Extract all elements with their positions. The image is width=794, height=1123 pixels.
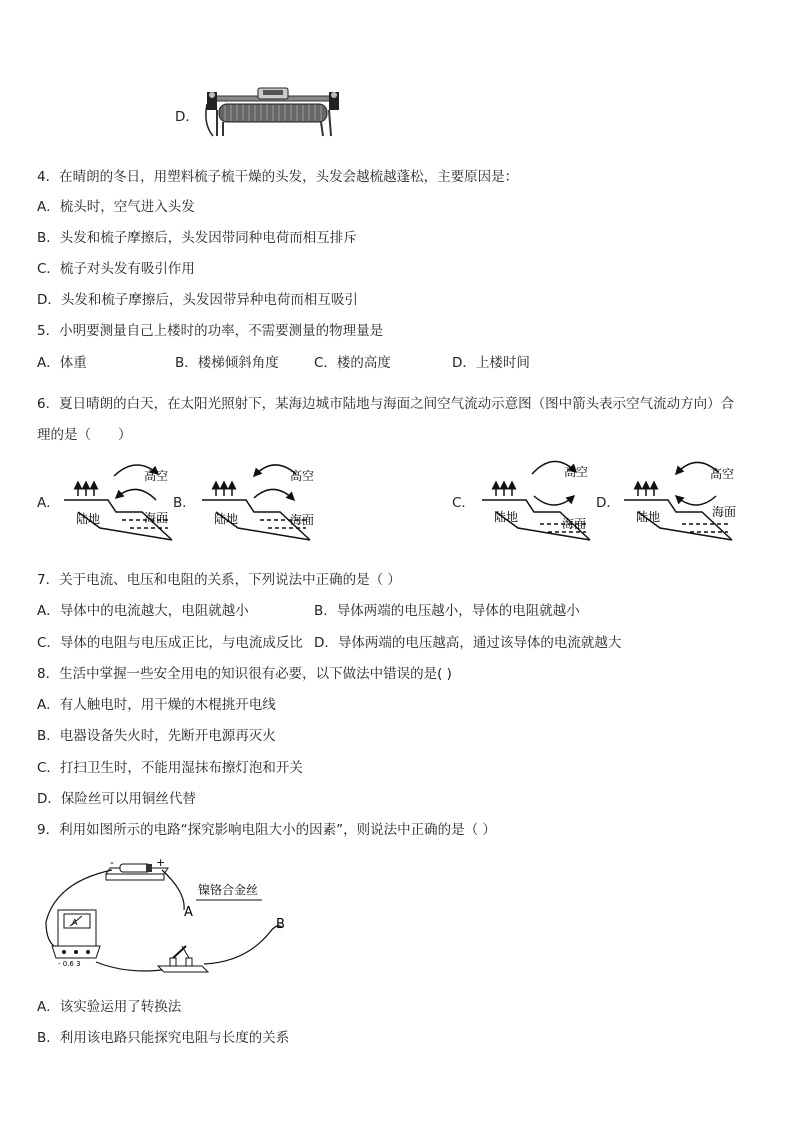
q6-option-a-label: A． <box>37 495 60 511</box>
q6-a-land: 陆地 <box>76 512 101 526</box>
q4-option-a: A．梳头时，空气进入头发 <box>37 199 195 215</box>
q6-option-b-label: B． <box>173 495 196 511</box>
q6-b-sky: 高空 <box>290 469 315 483</box>
q6-diagrams <box>0 450 794 550</box>
q6-c-sea: 海面 <box>562 517 587 531</box>
ammeter-symbol: A <box>72 918 78 927</box>
q9-option-a: A．该实验运用了转换法 <box>37 999 182 1015</box>
q6-option-d-label: D． <box>596 495 620 511</box>
q6-stem-line1: 6．夏日晴朗的白天，在太阳光照射下，某海边城市陆地与海面之间空气流动示意图（图中箭头表示空气流动方向）合 <box>37 396 735 412</box>
q6-diagram-d <box>624 462 736 540</box>
q9-stem: 9．利用如图所示的电路“探究影响电阻大小的因素”，则说法中正确的是（ ） <box>37 822 496 838</box>
battery-minus: - <box>110 856 114 869</box>
q6-b-land: 陆地 <box>214 512 239 526</box>
q6-c-sky: 高空 <box>564 465 589 479</box>
q6-a-sky: 高空 <box>144 469 169 483</box>
q3-option-d-label: D． <box>175 109 199 125</box>
q6-d-land: 陆地 <box>636 510 661 524</box>
point-b-label: B <box>276 917 285 932</box>
q8-option-c: C．打扫卫生时，不能用湿抹布擦灯泡和开关 <box>37 760 303 776</box>
point-a-label: A <box>184 905 193 920</box>
q6-d-sea: 海面 <box>712 505 737 519</box>
q4-option-d: D．头发和梳子摩擦后，头发因带异种电荷而相互吸引 <box>37 292 358 308</box>
q8-option-b: B．电器设备失火时，先断开电源再灭火 <box>37 728 276 744</box>
q5-stem: 5．小明要测量自己上楼时的功率，不需要测量的物理量是 <box>37 323 384 339</box>
q4-option-b: B．头发和梳子摩擦后，头发因带同种电荷而相互排斥 <box>37 230 357 246</box>
q5-option-d: D．上楼时间 <box>452 355 530 371</box>
q6-diagram-c <box>482 461 590 540</box>
rheostat-image <box>203 84 343 142</box>
q9-option-b: B．利用该电路只能探究电阻与长度的关系 <box>37 1030 290 1046</box>
q6-diagram-a <box>64 465 172 540</box>
q6-c-land: 陆地 <box>494 510 519 524</box>
nichrome-wire-label: 镍铬合金丝 <box>198 883 259 897</box>
switch-icon <box>158 946 208 972</box>
ammeter-scale: - 0.6 3 <box>58 960 81 968</box>
q7-option-c: C．导体的电阻与电压成正比，与电流成反比 <box>37 635 303 651</box>
q9-circuit-diagram <box>36 852 306 982</box>
q6-d-sky: 高空 <box>710 467 735 481</box>
q8-option-a: A．有人触电时，用干燥的木棍挑开电线 <box>37 697 276 713</box>
q5-option-a: A．体重 <box>37 355 87 371</box>
q4-option-c: C．梳子对头发有吸引作用 <box>37 261 195 277</box>
q4-stem: 4．在晴朗的冬日，用塑料梳子梳干燥的头发，头发会越梳越蓬松，主要原因是： <box>37 169 519 185</box>
q7-option-d: D．导体两端的电压越高，通过该导体的电流就越大 <box>314 635 622 651</box>
q7-stem: 7．关于电流、电压和电阻的关系，下列说法中正确的是（ ） <box>37 572 401 588</box>
q5-option-b: B．楼梯倾斜角度 <box>175 355 279 371</box>
q5-option-c: C．楼的高度 <box>314 355 391 371</box>
battery-plus: + <box>156 856 166 869</box>
q8-option-d: D．保险丝可以用铜丝代替 <box>37 791 196 807</box>
q7-option-b: B．导体两端的电压越小，导体的电阻就越小 <box>314 603 580 619</box>
q8-stem: 8．生活中掌握一些安全用电的知识很有必要，以下做法中错误的是( ) <box>37 666 452 682</box>
q6-stem-line2: 理的是（ ） <box>37 427 132 443</box>
q6-option-c-label: C． <box>452 495 475 511</box>
q6-b-sea: 海面 <box>290 513 315 527</box>
q7-option-a: A．导体中的电流越大，电阻就越小 <box>37 603 249 619</box>
q6-diagram-b <box>202 465 314 540</box>
q6-a-sea: 海面 <box>144 511 169 525</box>
